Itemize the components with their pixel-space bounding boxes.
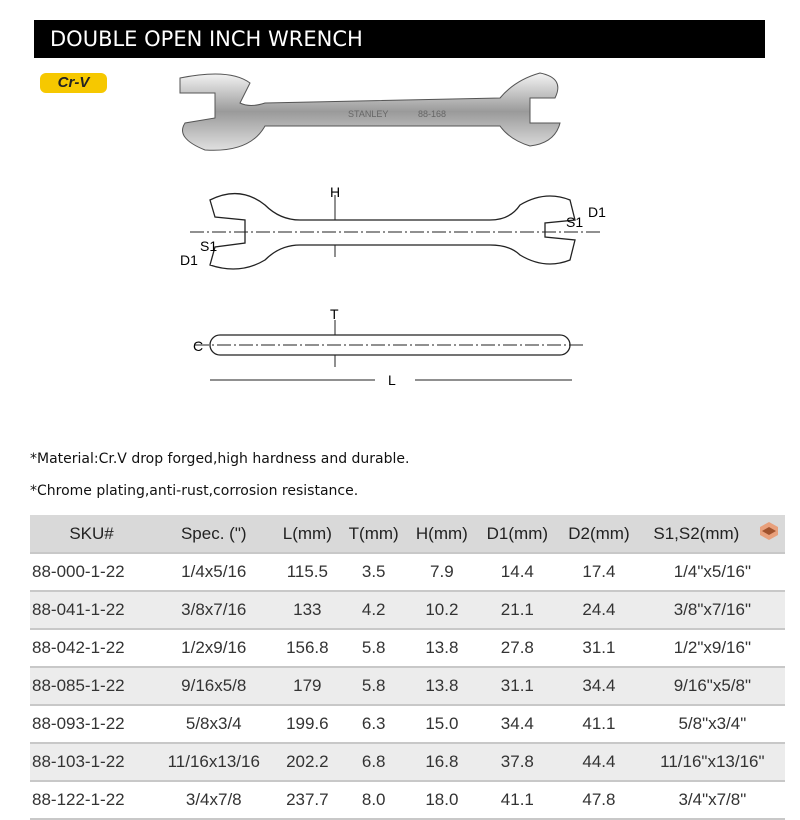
cell-d2: 24.4 (558, 591, 640, 629)
cell-t: 6.3 (340, 705, 407, 743)
cell-d2: 41.1 (558, 705, 640, 743)
cell-t: 3.5 (340, 553, 407, 591)
table-header-row (30, 515, 785, 553)
cell-h: 13.8 (407, 667, 476, 705)
crv-badge: Cr-V (40, 73, 107, 93)
cell-d1: 14.4 (477, 553, 559, 591)
table-row (30, 743, 785, 781)
photo-model: 88-168 (418, 109, 447, 119)
cell-d2: 31.1 (558, 629, 640, 667)
cell-d2: 47.8 (558, 781, 640, 819)
label-c: C (193, 338, 204, 354)
cell-s: 3/4"x7/8" (640, 781, 785, 819)
cell-d1: 37.8 (477, 743, 559, 781)
cell-spec: 9/16x5/8 (153, 667, 274, 705)
cell-s: 3/8"x7/16" (640, 591, 785, 629)
cell-sku: 88-041-1-22 (30, 591, 153, 629)
wrench-photo (170, 68, 570, 158)
table-row (30, 667, 785, 705)
cell-spec: 11/16x13/16 (153, 743, 274, 781)
cell-l: 115.5 (274, 553, 340, 591)
col-s: S1,S2(mm) (640, 515, 753, 553)
col-spec: Spec. (") (153, 515, 274, 553)
cell-h: 13.8 (407, 629, 476, 667)
cell-h: 10.2 (407, 591, 476, 629)
table-row (30, 591, 785, 629)
note-material: *Material:Cr.V drop forged,high hardness and durable. (30, 451, 410, 467)
cell-s: 5/8"x3/4" (640, 705, 785, 743)
col-l: L(mm) (274, 515, 340, 553)
cell-d1: 34.4 (477, 705, 559, 743)
cell-l: 179 (274, 667, 340, 705)
copper-cube-icon (753, 515, 785, 553)
cell-sku: 88-103-1-22 (30, 743, 153, 781)
label-h: H (330, 184, 341, 200)
cell-spec: 3/4x7/8 (153, 781, 274, 819)
cell-s: 1/4"x5/16" (640, 553, 785, 591)
cell-l: 156.8 (274, 629, 340, 667)
cell-t: 6.8 (340, 743, 407, 781)
cell-h: 15.0 (407, 705, 476, 743)
table-row (30, 629, 785, 667)
cell-spec: 3/8x7/16 (153, 591, 274, 629)
col-h: H(mm) (407, 515, 476, 553)
photo-brand: STANLEY (348, 109, 389, 119)
cell-d1: 31.1 (477, 667, 559, 705)
label-l: L (388, 372, 396, 388)
cell-t: 8.0 (340, 781, 407, 819)
cell-sku: 88-085-1-22 (30, 667, 153, 705)
cell-s: 1/2"x9/16" (640, 629, 785, 667)
cell-l: 237.7 (274, 781, 340, 819)
col-d1: D1(mm) (477, 515, 559, 553)
cell-d2: 34.4 (558, 667, 640, 705)
col-t: T(mm) (340, 515, 407, 553)
cell-sku: 88-042-1-22 (30, 629, 153, 667)
cell-d2: 44.4 (558, 743, 640, 781)
cell-d1: 27.8 (477, 629, 559, 667)
table-row (30, 781, 785, 819)
cell-s: 9/16"x5/8" (640, 667, 785, 705)
cell-sku: 88-000-1-22 (30, 553, 153, 591)
spec-table (30, 515, 785, 820)
note-plating: *Chrome plating,anti-rust,corrosion resistance. (30, 483, 359, 499)
wrench-side-diagram (190, 305, 590, 395)
cell-l: 202.2 (274, 743, 340, 781)
cell-spec: 1/2x9/16 (153, 629, 274, 667)
label-s1-right: S1 (566, 214, 584, 230)
col-sku: SKU# (30, 515, 153, 553)
cell-h: 16.8 (407, 743, 476, 781)
label-s1-left: S1 (200, 238, 218, 254)
cell-sku: 88-093-1-22 (30, 705, 153, 743)
cell-l: 133 (274, 591, 340, 629)
cell-t: 4.2 (340, 591, 407, 629)
col-d2: D2(mm) (558, 515, 640, 553)
cell-d2: 17.4 (558, 553, 640, 591)
cell-sku: 88-122-1-22 (30, 781, 153, 819)
cell-h: 18.0 (407, 781, 476, 819)
cell-d1: 21.1 (477, 591, 559, 629)
label-d1-left: D1 (180, 252, 198, 268)
cell-spec: 5/8x3/4 (153, 705, 274, 743)
cell-s: 11/16"x13/16" (640, 743, 785, 781)
cell-t: 5.8 (340, 629, 407, 667)
cell-d1: 41.1 (477, 781, 559, 819)
label-d1-right: D1 (588, 204, 606, 220)
table-row (30, 705, 785, 743)
label-t: T (330, 306, 339, 322)
cell-spec: 1/4x5/16 (153, 553, 274, 591)
cell-h: 7.9 (407, 553, 476, 591)
cell-l: 199.6 (274, 705, 340, 743)
table-row (30, 553, 785, 591)
page-title: DOUBLE OPEN INCH WRENCH (34, 20, 765, 58)
cell-t: 5.8 (340, 667, 407, 705)
wrench-top-diagram (170, 175, 620, 295)
